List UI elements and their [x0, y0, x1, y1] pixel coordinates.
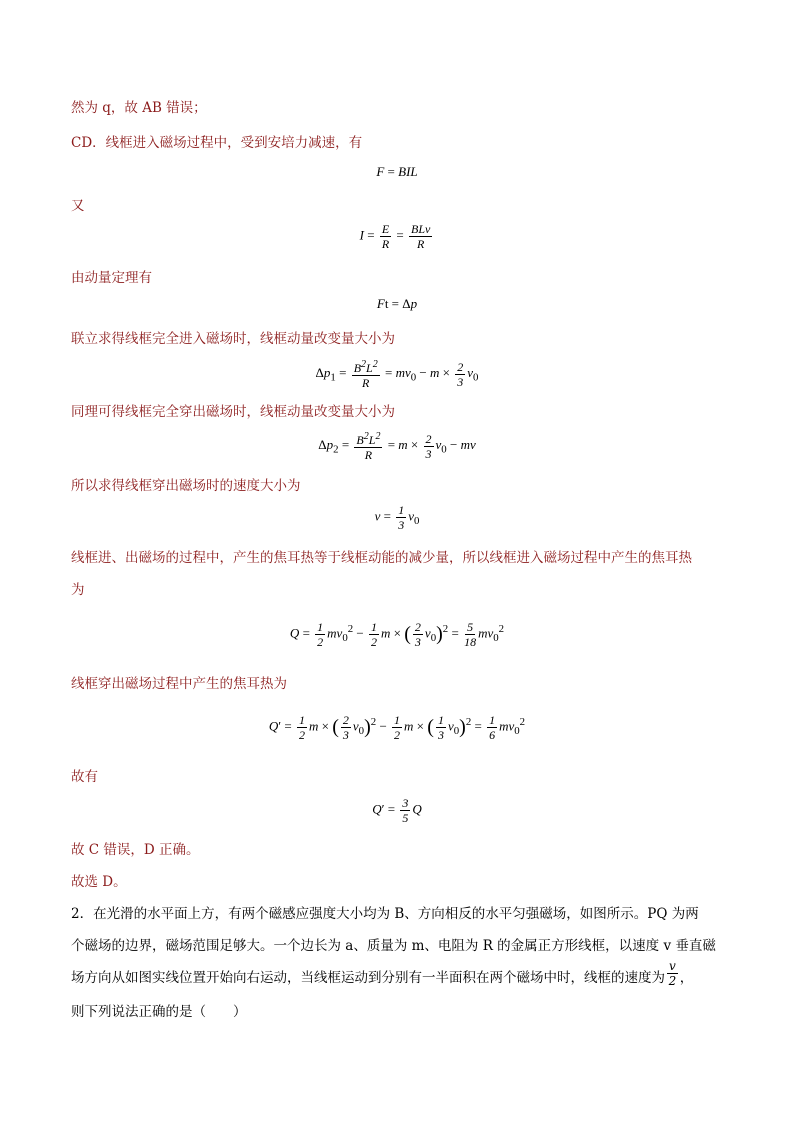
text-line-5: 联立求得线框完全进入磁场时，线框动量改变量大小为: [71, 331, 395, 347]
question-line-3: [71, 959, 694, 988]
equation-f-bil: F = BIL: [376, 164, 418, 179]
question-line-3-text: 场方向从如图实线位置开始向右运动，当线框运动到分别有一半面积在两个磁场中时，线框的速度为: [71, 970, 665, 986]
text-line-8a: 线框进、出磁场的过程中，产生的焦耳热等于线框动能的减少量，所以线框进入磁场过程中产生的焦耳热: [71, 550, 692, 566]
text-line-8b: 为: [71, 582, 85, 598]
equation-heat-q: Q = $\frac{1}{2}$ $mv_0^2$ − $\frac{1}{2}$ m × ( $\frac{2}{3}$ $v_0)^2$ = $\frac{5}{18}$ $mv_0^2$: [289, 620, 505, 649]
question-line-2: 个磁场的边界，磁场范围足够大。一个边长为 a、质量为 m、电阻为 R 的金属正方形线框，以速度 v 垂直磁: [71, 938, 716, 954]
equation-ratio: Q′ = $\frac{3}{5}$ Q: [372, 796, 422, 825]
text-line-12: 故选 D。: [71, 874, 127, 890]
equation-heat-q-prime: Q′ = $\frac{1}{2}$ m × ( $\frac{2}{3}$ $v_0)^2$ − $\frac{1}{2}$ m × ( $\frac{1}{3}$ $v_0)^2$ = $\frac{1}{6}$ $mv_0^2$: [268, 713, 526, 742]
fraction-denominator: 2: [668, 974, 677, 988]
question-line-4: 则下列说法正确的是（ ）: [71, 1004, 247, 1020]
text-line-4: 由动量定理有: [71, 270, 152, 286]
question-line-3-comma: ，: [679, 970, 694, 986]
question-line-1: 2．在光滑的水平面上方，有两个磁感应强度大小均为 B、方向相反的水平匀强磁场，如图所示。PQ 为两: [71, 906, 699, 922]
half-velocity-fraction: [667, 959, 678, 988]
equation-delta-p2: $\Delta p_2$ = $\frac{B^2L^2}{R}$ = m × $\frac{2}{3}$ $v_0$ − mv: [318, 431, 476, 462]
equation-impulse: Ft = Δp: [376, 296, 418, 311]
text-line-1: 然为 q，故 AB 错误；: [71, 100, 207, 116]
fraction-numerator: v: [669, 959, 676, 973]
text-line-3: 又: [71, 198, 85, 214]
text-line-10: 故有: [71, 769, 98, 785]
equation-delta-p1: $\Delta p_1$ = $\frac{B^2L^2}{R}$ = $mv_0 - m$ × $\frac{2}{3}$ $v_0$: [315, 359, 479, 390]
equation-velocity: v = $\frac{1}{3}$ $v_0$: [374, 503, 420, 532]
text-line-7: 所以求得线框穿出磁场时的速度大小为: [71, 478, 301, 494]
text-line-11: 故 C 错误，D 正确。: [71, 842, 200, 858]
equation-current: I = $\frac{E}{R}$ = $\frac{\text{BLv}}{R}$: [359, 222, 431, 251]
text-line-6: 同理可得线框完全穿出磁场时，线框动量改变量大小为: [71, 404, 395, 420]
text-line-2: CD．线框进入磁场过程中，受到安培力减速，有: [71, 135, 363, 151]
text-line-9: 线框穿出磁场过程中产生的焦耳热为: [71, 676, 287, 692]
